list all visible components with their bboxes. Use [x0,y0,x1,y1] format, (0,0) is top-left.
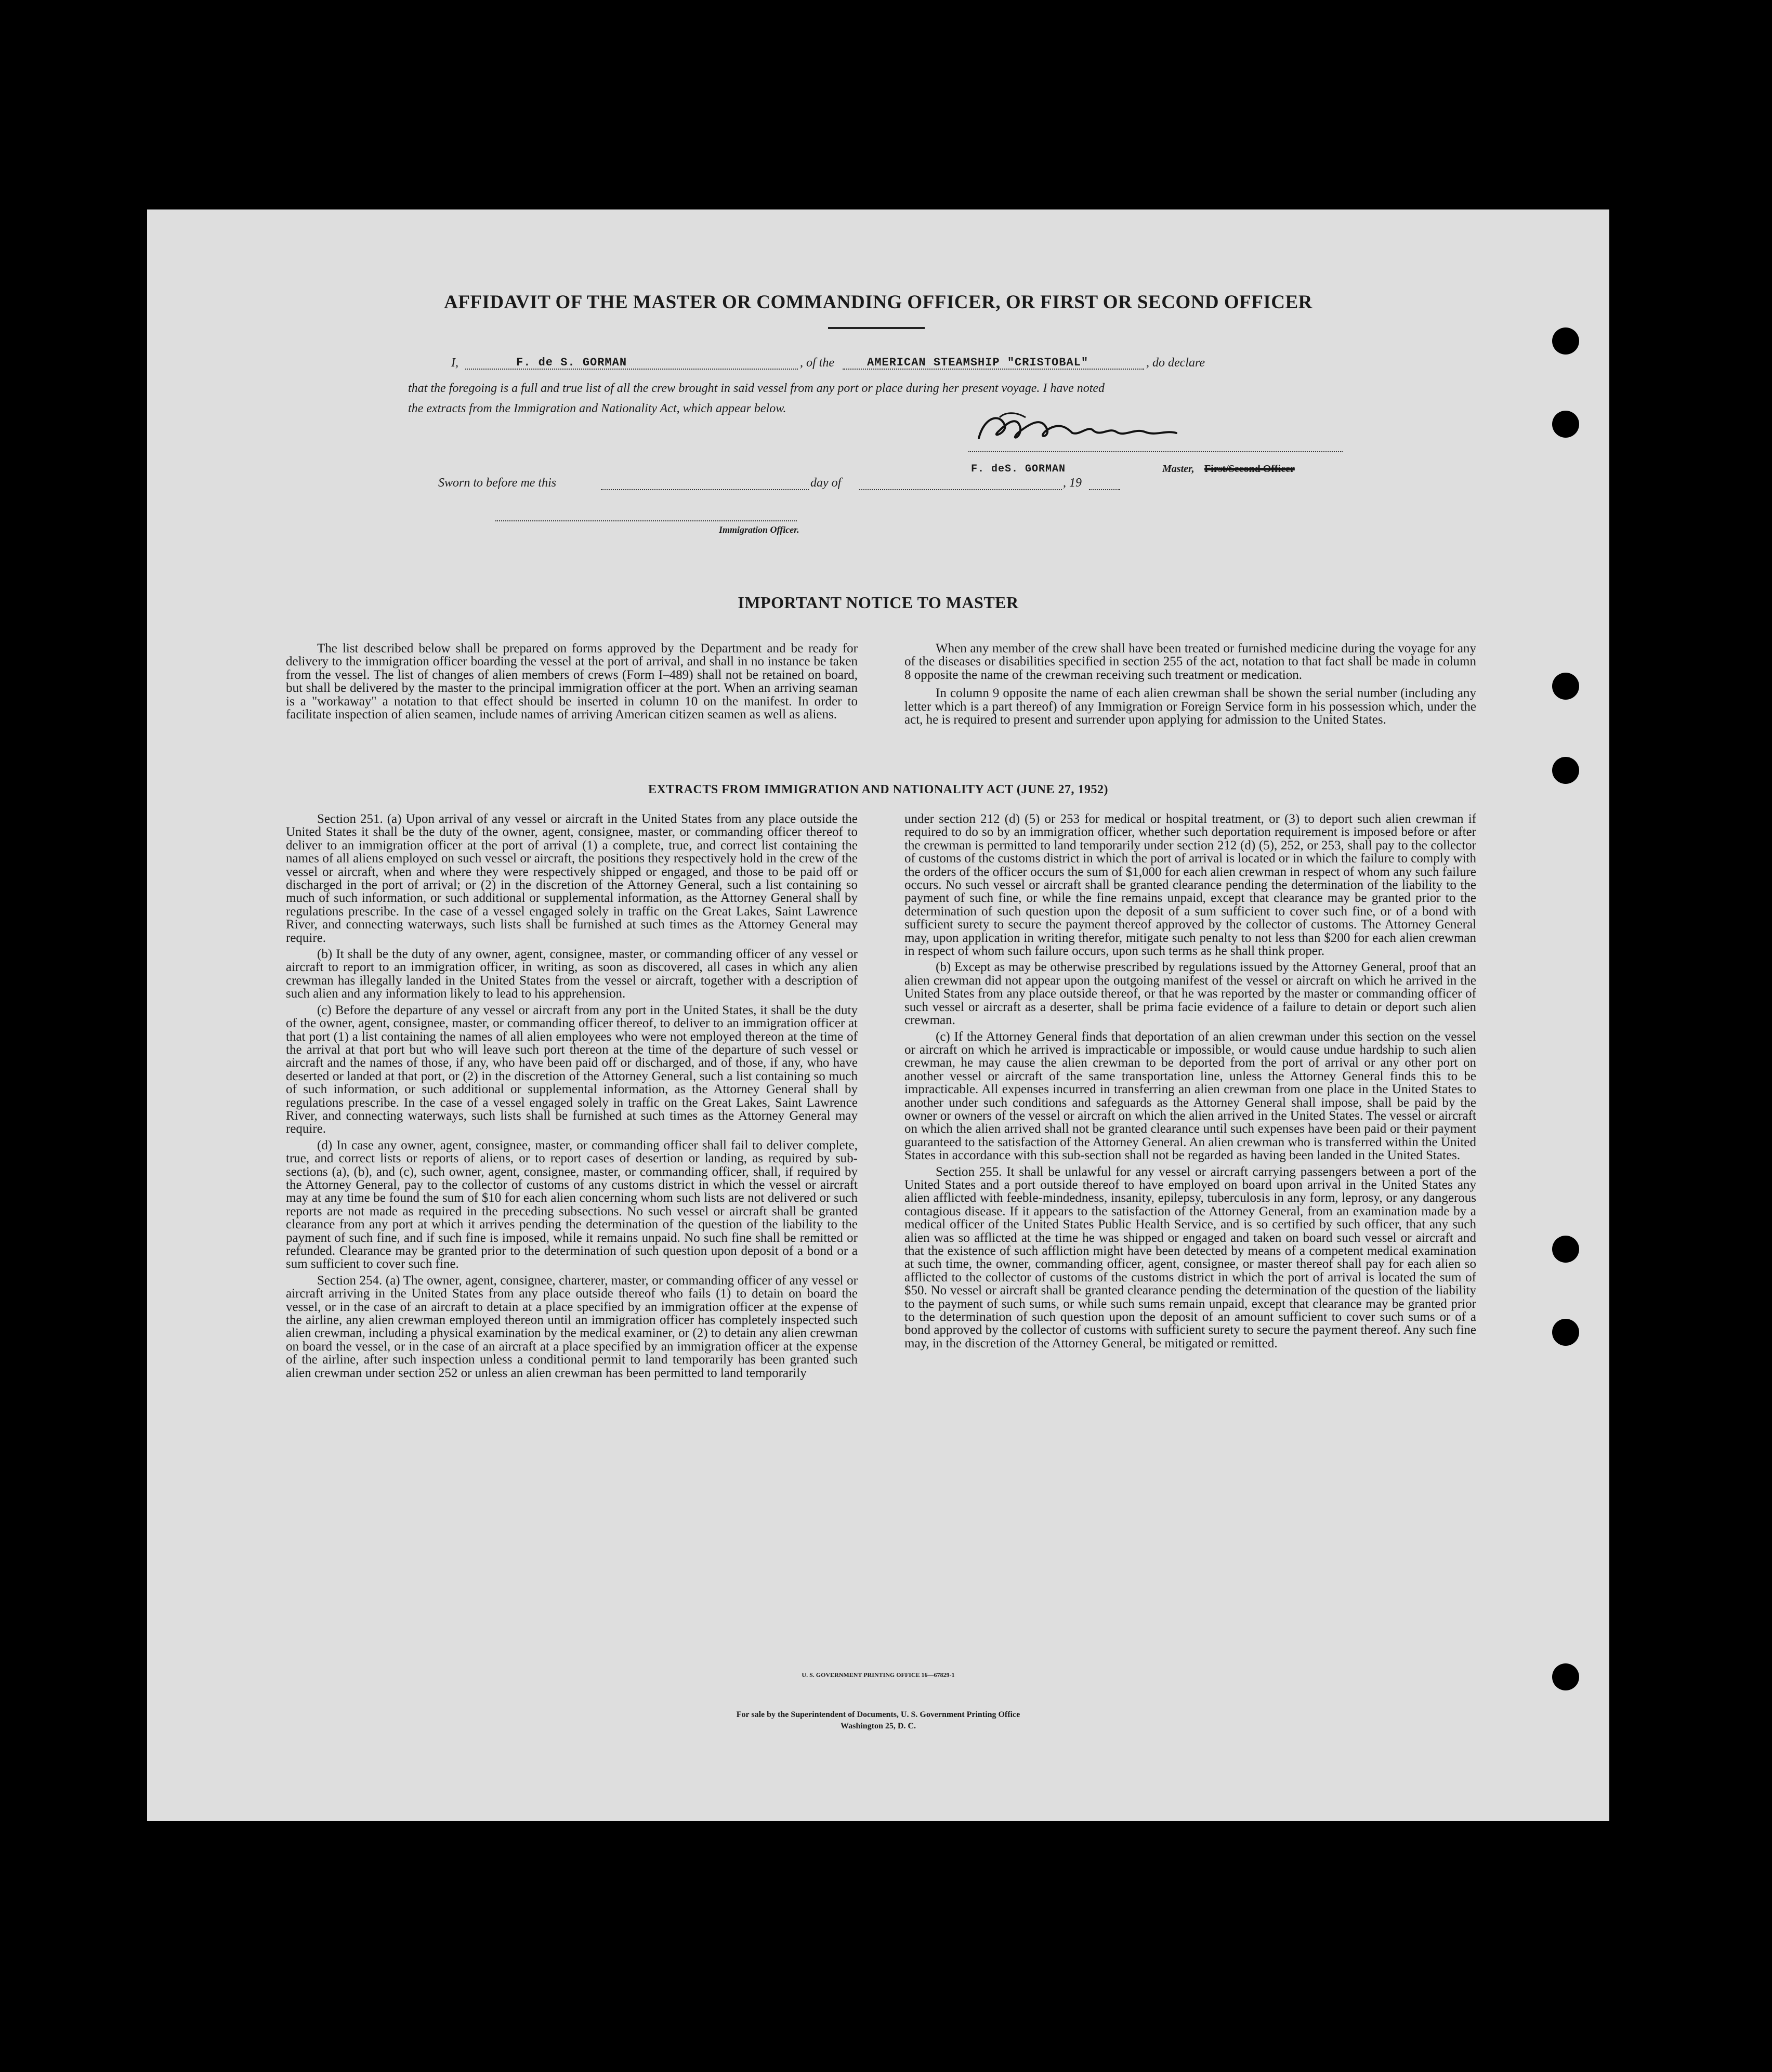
sworn-day-underline [601,489,809,490]
section-254-c: (c) If the Attorney General finds that deportation of an alien crewman under this section on the vessel or aircraft on which he arrived is impracticable or impossible, or would cause undue hardship to such alien crewman, he may cause the alien crewman to be deported from the port of arrival or any other port on another vessel or aircraft of the same transportation line, unless the Attorney General finds this to be impracticable. All expenses incurred in transferring an alien crewman from one place in the United States to another under such conditions and safeguards as the Attorney General shall impose, shall be paid by the owner or owners of the vessel or aircraft on which the alien arrived in the United States. The vessel or aircraft on which the alien arrived shall not be granted clearance until such expenses have been paid or their payment guaranteed to the satisfaction of the Attorney General. An alien crewman who is transferred within the United States in accordance with this sub-section shall not be regarded as having been landed in the United States. [904,1029,1476,1163]
affidavit-title: AFFIDAVIT OF THE MASTER OR COMMANDING OFFICER, OR FIRST OR SECOND OFFICER [444,292,1312,313]
for-sale-address: Washington 25, D. C. [841,1722,916,1730]
signature-underline [968,451,1343,452]
binder-hole [1552,1236,1579,1263]
section-251-b: (b) It shall be the duty of any owner, agent, consignee, master, or commanding officer of any vessel or aircraft to report to an immigration officer, in writing, as soon as discovered, all cases in which any alien crewman has illegally landed in the United States from the vessel or aircraft, together with a description of such alien and any information likely to lead to his apprehension. [286,947,858,1001]
binder-hole [1552,1319,1579,1346]
do-declare-label: , do declare [1146,356,1205,370]
section-251-d: (d) In case any owner, agent, consignee, master, or commanding officer shall fail to deliver complete, true, and correct lists or reports of aliens, or to report cases of desertion or landing, as required by sub-sections (a), (b), and (c), such owner, agent, consignee, master, or commanding officer, shall, if required by the Attorney General, pay to the collector of customs of any customs district in which the vessel or aircraft may at any time be found the sum of $10 for each alien concerning whom such lists are not delivered or such reports are not made as required in the preceding subsections. No such vessel or aircraft shall be granted clearance from any port at which it arrives pending the determination of the question of the liability to the payment of such fine, and if such fine is imposed, while it remains unpaid. No such fine shall be remitted or refunded. Clearance may be granted prior to the determination of such question upon deposit of a bond or a sum sufficient to cover such fine. [286,1138,858,1271]
of-the-label: , of the [800,356,834,370]
notice-right-paragraph-1: When any member of the crew shall have been treated or furnished medicine during the voyage for any of the diseases or disabilities specified in section 255 of the act, notation to that fact shall be made in column 8 opposite the name of the crewman receiving such treatment or medication. [904,641,1476,682]
officer-underline [495,520,797,521]
extracts-title: EXTRACTS FROM IMMIGRATION AND NATIONALITY ACT (JUNE 27, 1952) [648,783,1108,796]
notice-right-paragraph-2: In column 9 opposite the name of each alien crewman shall be shown the serial number (including any letter which is a part thereof) of any Immigration or Foreign Service form in his possession which, under the act, he is required to present and surrender upon applying for admission to the United States. [904,686,1476,727]
section-254-a: Section 254. (a) The owner, agent, consignee, charterer, master, or commanding officer of any vessel or aircraft arriving in the United States from any place outside thereof who fails (1) to detain on board the vessel, or in the case of an aircraft to detain at a place specified by an immigration officer at the expense of the airline, any alien crewman employed thereon until an immigration officer has completely inspected such alien crewman, including a physical examination by the medical examiner, or (2) to detain any alien crewman on board the vessel, or in the case of an aircraft at a place specified by an immigration officer at the expense of the airline, after such inspection unless a conditional permit to land temporarily has been granted such alien crewman under section 252 or unless an alien crewman has been permitted to land temporarily [286,1273,858,1380]
notice-right-column [904,642,1476,726]
binder-hole [1552,673,1579,700]
name-underline [465,369,798,370]
section-251-a: Section 251. (a) Upon arrival of any vessel or aircraft in the United States from any place outside the United States it shall be the duty of the owner, agent, consignee, master, or commanding officer thereof to deliver to an immigration officer at the port of arrival (1) a complete, true, and correct list containing the names of all aliens employed on such vessel or aircraft, the positions they respectively hold in the crew of the vessel or aircraft, when and where they were respectively shipped or engaged, and those to be paid off or discharged in the port of arrival; or (2) in the discretion of the Attorney General, such a list containing so much of such information, or such additional or supplemental information, as the Attorney General shall by regulations prescribe. In the case of a vessel engaged solely in traffic on the Great Lakes, Saint Lawrence River, and connecting waterways, such lists shall be furnished at such times as the Attorney General may require. [286,812,858,945]
title-rule [828,327,925,329]
struck-officer-title: First/Second Officer [1204,463,1295,475]
declaration-line-1: that the foregoing is a full and true list of all the crew brought in said vessel from any port or place during her present voyage. I have noted [408,382,1105,395]
binder-hole [1552,411,1579,438]
signature-image [968,407,1197,454]
document-sheet [147,209,1609,1821]
section-255: Section 255. It shall be unlawful for any vessel or aircraft carrying passengers between a port of the United States and a port outside thereof to have employed on board upon arrival in the United States any alien afflicted with feeble-mindedness, insanity, epilepsy, tuberculosis in any form, leprosy, or any dangerous contagious disease. If it appears to the satisfaction of the Attorney General, from an examination made by a medical officer of the United States Public Health Service, and is so certified by such officer, that any such alien was so afflicted at the time he was shipped or engaged and taken on board such vessel or aircraft and that the existence of such affliction might have been detected by means of a competent medical examination at such time, the owner, commanding officer, agent, consignee, or master thereof shall pay for each alien so afflicted to the collector of customs of the customs district in which the port of arrival is located the sum of $50. No vessel or aircraft shall be granted clearance pending the determination of the question of the liability to the payment of such sums, or while such sums remain unpaid, except that clearance may be granted prior to the determination of such question upon the deposit of an amount sufficient to cover such sums or of a bond approved by the collector of customs with sufficient surety to secure the payment thereof. Any such fine may, in the discretion of the Attorney General, be mitigated or remitted. [904,1164,1476,1350]
month-underline [859,489,1062,490]
extracts-left-column [286,812,858,1380]
signature-name: F. deS. GORMAN [971,463,1066,475]
extracts-right-column [904,812,1476,1350]
binder-hole [1552,327,1579,355]
for-sale-line: For sale by the Superintendent of Documents, U. S. Government Printing Office [736,1710,1020,1719]
master-label: Master, [1162,463,1195,475]
year-label: , 19 [1063,476,1082,490]
printing-office-line: U. S. GOVERNMENT PRINTING OFFICE 16—67829-1 [802,1671,955,1678]
declaration-line-2: the extracts from the Immigration and Nationality Act, which appear below. [408,402,786,415]
section-254-b: (b) Except as may be otherwise prescribed by regulations issued by the Attorney General, proof that an alien crewman did not appear upon the outgoing manifest of the vessel or aircraft on which he arrived in the United States from any place outside thereof, or that he was reported by the master or commanding officer of such vessel or aircraft as a deserter, shall be prima facie evidence of a failure to detain or deport such alien crewman. [904,960,1476,1028]
binder-hole [1552,1663,1579,1690]
section-254-a-continued: under section 212 (d) (5) or 253 for medical or hospital treatment, or (3) to deport such alien crewman if required to do so by an immigration officer, whether such deportation requirement is imposed before or after the crewman is permitted to land temporarily under section 212 (d) (5), 252, or 253, shall pay to the collector of customs of the customs district in which the port of arrival is located or in which the failure to comply with the orders of the officer occurs the sum of $1,000 for each alien crewman in respect of whom any such failure occurs. No such vessel or aircraft shall be granted clearance pending the determination of the liability to the payment of such fine, or while the fine remains unpaid, except that clearance may be granted prior to the determination of such question upon the deposit of a sum sufficient to cover such fine, or of a bond with sufficient surety to secure the payment thereof approved by the collector of customs. The Attorney General may, upon application in writing therefor, mitigate such penalty to not less than $200 for each alien crewman in respect of whom such failure occurs, upon such terms as he shall think proper. [904,812,1476,959]
i-label: I, [451,356,458,370]
notice-left-column [286,642,858,721]
notice-title: IMPORTANT NOTICE TO MASTER [738,593,1019,612]
declarant-name: F. de S. GORMAN [516,356,627,369]
day-of-label: day of [810,476,842,490]
notice-left-paragraph: The list described below shall be prepared on forms approved by the Department and be ready for delivery to the immigration officer boarding the vessel at the port of arrival, and shall in no instance be taken from the vessel. The list of changes of alien members of crews (Form I–489) shall not be retained on board, but shall be delivered by the master to the principal immigration officer at the port. When an arriving seaman is a "workaway" a notation to that effect should be inserted in column 10 on the manifest. In order to facilitate inspection of alien seamen, include names of arriving American citizen seamen as well as aliens. [286,641,858,722]
year-underline [1089,489,1120,490]
binder-hole [1552,757,1579,784]
vessel-name: AMERICAN STEAMSHIP "CRISTOBAL" [867,356,1089,369]
sworn-label: Sworn to before me this [438,476,557,490]
immigration-officer-label: Immigration Officer. [719,524,799,535]
section-251-c: (c) Before the departure of any vessel or aircraft from any port in the United States, it shall be the duty of the owner, agent, consignee, master, or commanding officer thereof, to deliver to an immigration officer at that port (1) a list containing the names of all alien employees who were not employed thereon at the time of the arrival at that port but who will leave such port thereon at the time of the departure of such vessel or aircraft and the names of those, if any, who have been paid off or discharged, and of those, if any, who have deserted or landed at that port, or (2) in the discretion of the Attorney General, such a list containing so much of such information, or such additional or supplemental information, as the Attorney General shall by regulations prescribe. In the case of a vessel engaged solely in traffic on the Great Lakes, Saint Lawrence River, and connecting waterways, such lists shall be furnished at such times as the Attorney General may require. [286,1003,858,1136]
